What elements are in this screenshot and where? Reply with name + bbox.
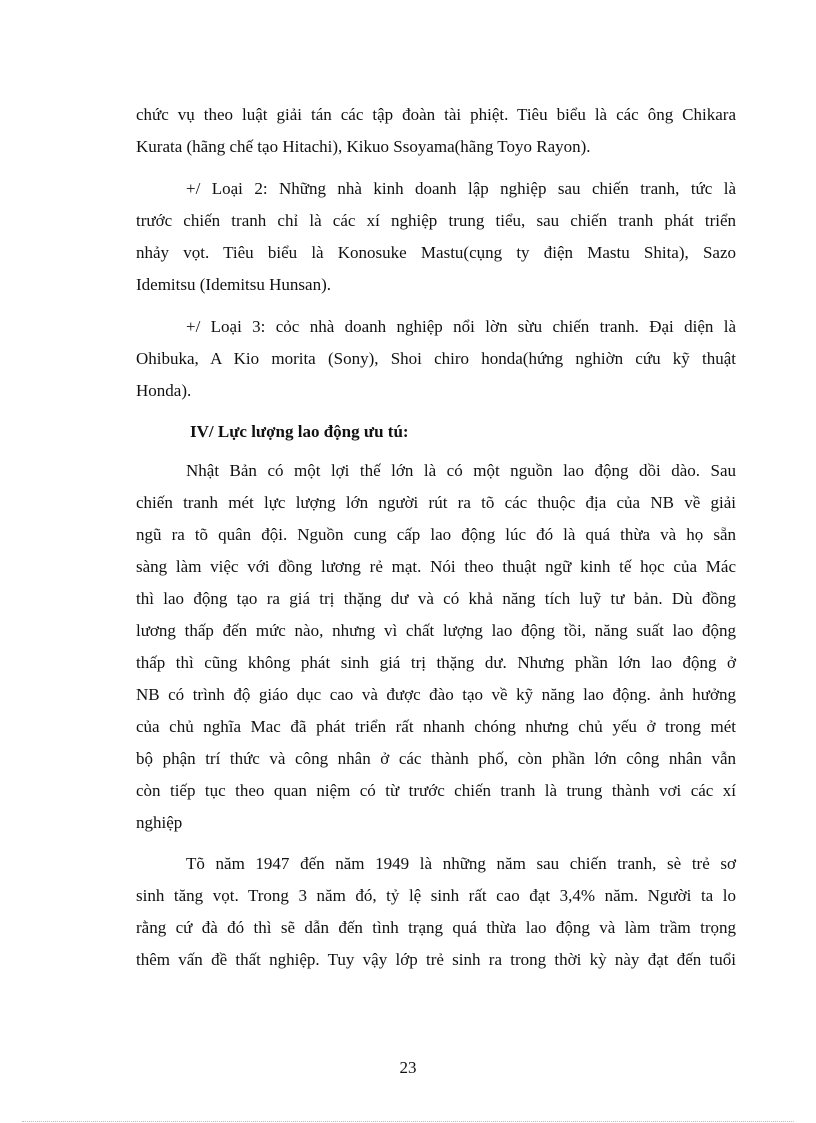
text-line: rằng cứ đà đó thì sẽ dẫn đến tình trạng quá thừa lao động và làm trầm trọng <box>136 918 736 937</box>
text-line: +/ Loại 3: cỏc nhà doanh nghiệp nổi lờn sừu chiến tranh. Đại diện là <box>186 317 736 336</box>
text-line: +/ Loại 2: Những nhà kinh doanh lập nghiệp sau chiến tranh, tức là <box>186 179 736 198</box>
text-line: bộ phận trí thức và công nhân ở các thành phố, còn phần lớn công nhân vẫn <box>136 749 736 768</box>
text-line: ngũ ra tõ quân đội. Nguồn cung cấp lao động lúc đó là quá thừa và họ sẵn <box>136 525 736 544</box>
text-line: Idemitsu (Idemitsu Hunsan). <box>136 275 331 294</box>
text-line: thấp thì cũng không phát sinh giá trị thặng dư. Nhưng phần lớn lao động ở <box>136 653 736 672</box>
text-line: chiến tranh mét lực lượng lớn người rút ra tõ các thuộc địa của NB về giải <box>136 493 736 512</box>
text-line: nhảy vọt. Tiêu biểu là Konosuke Mastu(cụng ty điện Mastu Shita), Sazo <box>136 243 736 262</box>
text-line: của chủ nghĩa Mac đã phát triển rất nhanh chóng nhưng chủ yếu ở trong mét <box>136 717 736 736</box>
text-line: sinh tăng vọt. Trong 3 năm đó, tỷ lệ sinh rất cao đạt 3,4% năm. Người ta lo <box>136 886 736 905</box>
text-line: Ohibuka, A Kio morita (Sony), Shoi chiro honda(hứng nghiờn cứu kỹ thuật <box>136 349 736 368</box>
text-line: nghiệp <box>136 813 183 832</box>
text-line: trước chiến tranh chỉ là các xí nghiệp trung tiểu, sau chiến tranh phát triển <box>136 211 736 230</box>
text-line: thêm vấn đề thất nghiệp. Tuy vậy lớp trẻ sinh ra trong thời kỳ này đạt đến tuổi <box>136 950 736 969</box>
section-heading: IV/ Lực lượng lao động ưu tú: <box>190 422 409 441</box>
text-line: Tõ năm 1947 đến năm 1949 là những năm sau chiến tranh, sè trẻ sơ <box>186 854 736 873</box>
footer-rule <box>22 1121 794 1122</box>
page-number: 23 <box>399 1058 417 1077</box>
text-line: thì lao động tạo ra giá trị thặng dư và có khả năng tích luỹ tư bản. Dù đồng <box>136 589 736 608</box>
text-line: chức vụ theo luật giải tán các tập đoàn tài phiệt. Tiêu biểu là các ông Chikara <box>136 105 736 124</box>
text-line: sàng làm việc với đồng lương rẻ mạt. Nói theo thuật ngữ kinh tế học của Mác <box>136 557 736 576</box>
text-line: còn tiếp tục theo quan niệm có từ trước chiến tranh là trung thành vơi các xí <box>136 781 736 800</box>
text-line: NB có trình độ giáo dục cao và được đào tạo về kỹ năng lao động. ảnh hưởng <box>136 685 736 704</box>
text-line: Kurata (hãng chế tạo Hitachi), Kikuo Ssoyama(hãng Toyo Rayon). <box>136 137 591 156</box>
text-line: Nhật Bản có một lợi thế lớn là có một nguồn lao động dồi dào. Sau <box>186 461 736 480</box>
text-line: lương thấp đến mức nào, nhưng vì chất lượng lao động tồi, năng suất lao động <box>136 621 736 640</box>
text-line: Honda). <box>136 381 192 400</box>
